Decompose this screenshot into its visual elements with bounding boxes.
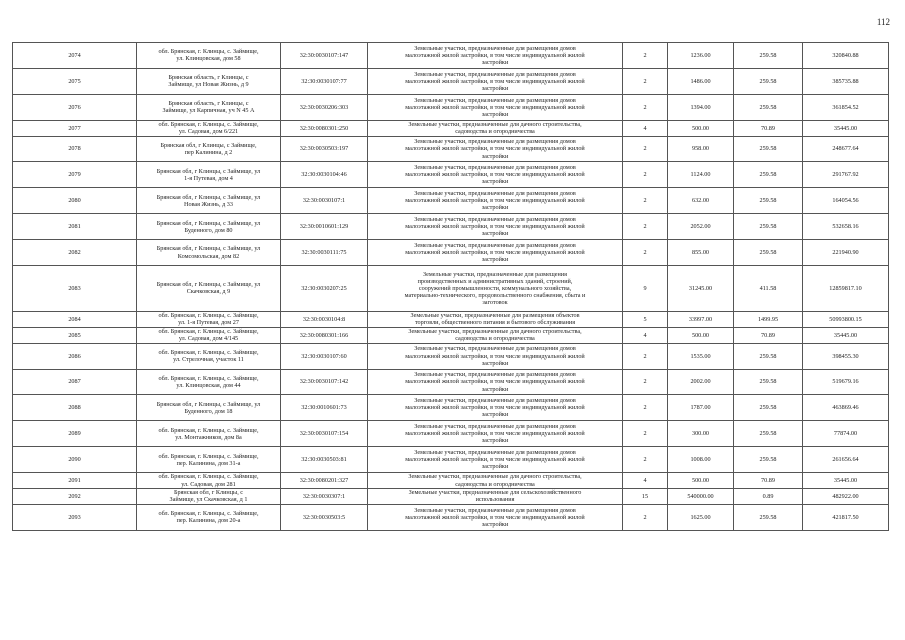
address-cell: обл. Брянская, г. Клинцы, с. Займище, ул. Садовая, дом 4/145 [137,327,281,343]
permitted-use-cell: Земельные участки, предназначенные для размещения домов малоэтажной жилой застройки, в том числе индивидуальной жилой застройки [368,447,623,473]
table-row [13,473,889,489]
table-row [13,188,889,214]
cadastral-number-cell: 32:30:0030107:147 [281,43,368,69]
area-cell: 1008.00 [668,447,734,473]
specific-value-cell: 259.58 [734,214,803,240]
table-row [13,214,889,240]
cadastral-value-cell: 261656.64 [803,447,889,473]
record-number: 2080 [13,188,137,214]
permitted-use-cell: Земельные участки, предназначенные для размещения домов малоэтажной жилой застройки, в том числе индивидуальной жилой застройки [368,162,623,188]
address-cell: Брянская обл, г Клинцы, с Займище, ул Скачковская, д 1 [137,489,281,505]
cadastral-number-cell: 32:30:0030206:303 [281,94,368,120]
group-code-cell: 2 [623,421,668,447]
record-number: 2090 [13,447,137,473]
cadastral-value-cell: 221940.90 [803,240,889,266]
record-number: 2076 [13,94,137,120]
cadastral-number-cell: 32:30:0080301:250 [281,120,368,136]
cadastral-number-cell: 32:30:0030503:5 [281,504,368,530]
address-cell: обл. Брянская, г. Клинцы, с. Займище, ул. Стрелочная, участок 11 [137,343,281,369]
address-cell: обл. Брянская, г. Клинцы, с. Займище, ул. Садовая, дом 281 [137,473,281,489]
specific-value-cell: 259.58 [734,343,803,369]
permitted-use-cell: Земельные участки, предназначенные для размещения домов малоэтажной жилой застройки, в том числе индивидуальной жилой застройки [368,214,623,240]
table-row [13,395,889,421]
record-number: 2078 [13,136,137,162]
table-row [13,369,889,395]
cadastral-number-cell: 32:30:0030107:154 [281,421,368,447]
group-code-cell: 5 [623,311,668,327]
address-cell: Брянская область, г Клинцы, с Займище, ул Новая Жизнь, д 9 [137,68,281,94]
area-cell: 33997.00 [668,311,734,327]
cadastral-value-cell: 398455.30 [803,343,889,369]
cadastral-number-cell: 32:30:0030107:142 [281,369,368,395]
permitted-use-cell: Земельные участки, предназначенные для размещения домов малоэтажной жилой застройки, в том числе индивидуальной жилой застройки [368,68,623,94]
specific-value-cell: 259.58 [734,94,803,120]
table-body [13,43,889,531]
group-code-cell: 4 [623,120,668,136]
permitted-use-cell: Земельные участки, предназначенные для дачного строительства, садоводства и огородничества [368,327,623,343]
permitted-use-cell: Земельные участки, предназначенные для сельскохозяйственного использования [368,489,623,505]
cadastral-number-cell: 32:30:0030111:75 [281,240,368,266]
record-number: 2086 [13,343,137,369]
specific-value-cell: 70.89 [734,120,803,136]
address-cell: Брянская обл, г Клинцы, с Займище, ул 1-я Путевая, дом 4 [137,162,281,188]
record-number: 2079 [13,162,137,188]
table-row [13,421,889,447]
record-number: 2085 [13,327,137,343]
specific-value-cell: 0.89 [734,489,803,505]
land-registry-table [12,42,889,531]
group-code-cell: 2 [623,214,668,240]
cadastral-number-cell: 32:30:0080301:166 [281,327,368,343]
table-row [13,266,889,312]
group-code-cell: 2 [623,343,668,369]
table-row [13,504,889,530]
cadastral-number-cell: 32:30:0030207:25 [281,266,368,312]
area-cell: 31245.00 [668,266,734,312]
record-number: 2084 [13,311,137,327]
cadastral-number-cell: 32:30:0080201:327 [281,473,368,489]
record-number: 2091 [13,473,137,489]
area-cell: 855.00 [668,240,734,266]
record-number: 2077 [13,120,137,136]
specific-value-cell: 1499.95 [734,311,803,327]
group-code-cell: 2 [623,68,668,94]
cadastral-number-cell: 32:30:0010601:129 [281,214,368,240]
group-code-cell: 2 [623,395,668,421]
area-cell: 632.00 [668,188,734,214]
table-row [13,120,889,136]
address-cell: обл. Брянская, г. Клинцы, с. Займище, ул. Монтажников, дом 8а [137,421,281,447]
cadastral-number-cell: 32:30:0030307:1 [281,489,368,505]
group-code-cell: 2 [623,43,668,69]
address-cell: обл. Брянская, г. Клинцы, с. Займище, ул. Садовая, дом 6/221 [137,120,281,136]
permitted-use-cell: Земельные участки, предназначенные для размещения домов малоэтажной жилой застройки, в том числе индивидуальной жилой застройки [368,240,623,266]
area-cell: 300.00 [668,421,734,447]
record-number: 2075 [13,68,137,94]
cadastral-value-cell: 50993800.15 [803,311,889,327]
group-code-cell: 2 [623,369,668,395]
specific-value-cell: 259.58 [734,188,803,214]
area-cell: 540000.00 [668,489,734,505]
specific-value-cell: 70.89 [734,327,803,343]
specific-value-cell: 259.58 [734,162,803,188]
address-cell: обл. Брянская, г. Клинцы, с. Займище, ул. 1-я Путевая, дом 27 [137,311,281,327]
address-cell: Брянская обл, г Клинцы, с Займище, ул Комсомольская, дом 82 [137,240,281,266]
specific-value-cell: 70.89 [734,473,803,489]
group-code-cell: 9 [623,266,668,312]
table-row [13,489,889,505]
cadastral-value-cell: 291767.92 [803,162,889,188]
record-number: 2083 [13,266,137,312]
specific-value-cell: 259.58 [734,43,803,69]
permitted-use-cell: Земельные участки, предназначенные для размещения домов малоэтажной жилой застройки, в том числе индивидуальной жилой застройки [368,94,623,120]
table-row [13,447,889,473]
table-row [13,311,889,327]
table-row [13,68,889,94]
permitted-use-cell: Земельные участки, предназначенные для размещения домов малоэтажной жилой застройки, в том числе индивидуальной жилой застройки [368,188,623,214]
area-cell: 2052.00 [668,214,734,240]
specific-value-cell: 259.58 [734,395,803,421]
cadastral-number-cell: 32:30:0030107:1 [281,188,368,214]
area-cell: 2002.00 [668,369,734,395]
record-number: 2092 [13,489,137,505]
table-row [13,327,889,343]
cadastral-value-cell: 532658.16 [803,214,889,240]
address-cell: обл. Брянская, г. Клинцы, с. Займище, пер. Калинина, дом 20-а [137,504,281,530]
specific-value-cell: 259.58 [734,369,803,395]
address-cell: обл. Брянская, г. Клинцы, с. Займище, ул. Клинцовская, дом 44 [137,369,281,395]
area-cell: 1787.00 [668,395,734,421]
address-cell: Брянская обл, г Клинцы, с Займище, ул Буденного, дом 80 [137,214,281,240]
specific-value-cell: 259.58 [734,504,803,530]
cadastral-number-cell: 32:30:0010601:73 [281,395,368,421]
permitted-use-cell: Земельные участки, предназначенные для размещения домов малоэтажной жилой застройки, в том числе индивидуальной жилой застройки [368,136,623,162]
record-number: 2093 [13,504,137,530]
record-number: 2074 [13,43,137,69]
cadastral-number-cell: 32:30:0030107:77 [281,68,368,94]
specific-value-cell: 259.58 [734,68,803,94]
group-code-cell: 2 [623,94,668,120]
cadastral-value-cell: 463869.46 [803,395,889,421]
cadastral-value-cell: 482922.00 [803,489,889,505]
specific-value-cell: 259.58 [734,447,803,473]
address-cell: обл. Брянская, г. Клинцы, с. Займище, пер. Калинина, дом 31-а [137,447,281,473]
group-code-cell: 2 [623,188,668,214]
record-number: 2082 [13,240,137,266]
specific-value-cell: 411.58 [734,266,803,312]
area-cell: 500.00 [668,120,734,136]
area-cell: 1236.00 [668,43,734,69]
cadastral-value-cell: 12859817.10 [803,266,889,312]
permitted-use-cell: Земельные участки, предназначенные для размещения производственных и административных зданий, строений, сооружений промышленности, коммунального хозяйства, материально-технического, продовольственного снабжения, сбыта и заготовок [368,266,623,312]
group-code-cell: 15 [623,489,668,505]
group-code-cell: 4 [623,327,668,343]
group-code-cell: 2 [623,504,668,530]
permitted-use-cell: Земельные участки, предназначенные для размещения домов малоэтажной жилой застройки, в том числе индивидуальной жилой застройки [368,395,623,421]
cadastral-number-cell: 32:30:0030503:197 [281,136,368,162]
cadastral-value-cell: 519679.16 [803,369,889,395]
table-row [13,240,889,266]
cadastral-number-cell: 32:30:0030104:46 [281,162,368,188]
record-number: 2088 [13,395,137,421]
group-code-cell: 2 [623,240,668,266]
record-number: 2087 [13,369,137,395]
permitted-use-cell: Земельные участки, предназначенные для дачного строительства, садоводства и огородничества [368,120,623,136]
cadastral-number-cell: 32:30:0030104:8 [281,311,368,327]
page-number: 112 [876,17,890,27]
area-cell: 1124.00 [668,162,734,188]
cadastral-number-cell: 32:30:0030107:60 [281,343,368,369]
specific-value-cell: 259.58 [734,240,803,266]
address-cell: Брянская обл, г Клинцы, с Займище, пер Калинина, д 2 [137,136,281,162]
record-number: 2089 [13,421,137,447]
address-cell: Брянская обл, г Клинцы, с Займище, ул Новая Жизнь, д 33 [137,188,281,214]
area-cell: 500.00 [668,473,734,489]
permitted-use-cell: Земельные участки, предназначенные для размещения домов малоэтажной жилой застройки, в том числе индивидуальной жилой застройки [368,369,623,395]
permitted-use-cell: Земельные участки, предназначенные для размещения домов малоэтажной жилой застройки, в том числе индивидуальной жилой застройки [368,421,623,447]
address-cell: обл. Брянская, г. Клинцы, с. Займище, ул. Клинцовская, дом 58 [137,43,281,69]
address-cell: Брянская обл, г Клинцы, с Займище, ул Скачковская, д 9 [137,266,281,312]
cadastral-value-cell: 248677.64 [803,136,889,162]
specific-value-cell: 259.58 [734,421,803,447]
table-row [13,343,889,369]
permitted-use-cell: Земельные участки, предназначенные для размещения домов малоэтажной жилой застройки, в том числе индивидуальной жилой застройки [368,343,623,369]
area-cell: 500.00 [668,327,734,343]
area-cell: 1625.00 [668,504,734,530]
address-cell: Брянская обл, г Клинцы, с Займище, ул Буденного, дом 18 [137,395,281,421]
cadastral-value-cell: 77874.00 [803,421,889,447]
permitted-use-cell: Земельные участки, предназначенные для дачного строительства, садоводства и огородничества [368,473,623,489]
record-number: 2081 [13,214,137,240]
table-row [13,162,889,188]
area-cell: 958.00 [668,136,734,162]
group-code-cell: 2 [623,447,668,473]
area-cell: 1535.00 [668,343,734,369]
address-cell: Брянская область, г Клинцы, с Займище, ул Карпичная, уч N 45 А [137,94,281,120]
specific-value-cell: 259.58 [734,136,803,162]
table-row [13,136,889,162]
area-cell: 1394.00 [668,94,734,120]
cadastral-value-cell: 35445.00 [803,327,889,343]
table-row [13,94,889,120]
area-cell: 1486.00 [668,68,734,94]
group-code-cell: 4 [623,473,668,489]
cadastral-value-cell: 35445.00 [803,120,889,136]
cadastral-value-cell: 164054.56 [803,188,889,214]
cadastral-value-cell: 320840.88 [803,43,889,69]
permitted-use-cell: Земельные участки, предназначенные для размещения объектов торговли, общественного питания и бытового обслуживания [368,311,623,327]
cadastral-value-cell: 361854.52 [803,94,889,120]
cadastral-number-cell: 32:30:0030503:81 [281,447,368,473]
table-row [13,43,889,69]
permitted-use-cell: Земельные участки, предназначенные для размещения домов малоэтажной жилой застройки, в том числе индивидуальной жилой застройки [368,43,623,69]
cadastral-value-cell: 421817.50 [803,504,889,530]
group-code-cell: 2 [623,162,668,188]
group-code-cell: 2 [623,136,668,162]
permitted-use-cell: Земельные участки, предназначенные для размещения домов малоэтажной жилой застройки, в том числе индивидуальной жилой застройки [368,504,623,530]
cadastral-value-cell: 385735.88 [803,68,889,94]
cadastral-value-cell: 35445.00 [803,473,889,489]
